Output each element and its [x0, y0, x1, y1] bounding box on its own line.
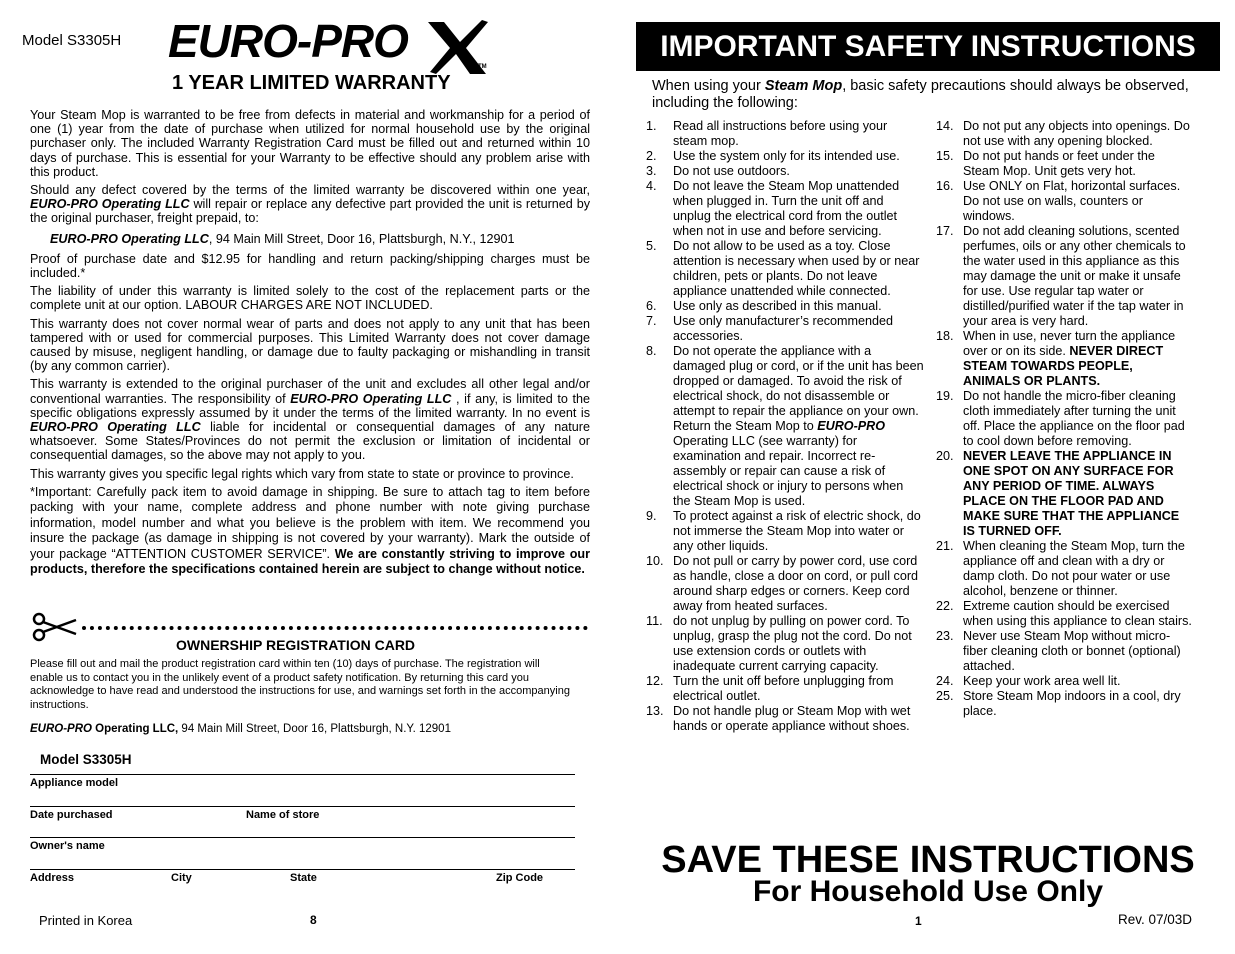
- safety-item-number: 17.: [936, 224, 954, 238]
- safety-item: [936, 689, 1192, 719]
- safety-list-col1: [646, 119, 924, 734]
- warranty-body: [30, 108, 590, 582]
- safety-item-number: 4.: [646, 179, 657, 193]
- safety-item-number: 9.: [646, 509, 657, 523]
- warranty-paragraph: This warranty does not cover normal wear of parts and does not apply to any unit that has been tampered with or used for commercial purposes. This Limited Warranty does not cover damage caused by misuse, negligent handling, or damage due to faulty packaging or mishandling in transit (by any common carrier).: [30, 316, 590, 374]
- save-instructions-title: SAVE THESE INSTRUCTIONS: [661, 839, 1195, 881]
- state-label: State: [290, 872, 317, 884]
- logo-text: EURO-PRO: [168, 15, 408, 67]
- safety-item-text: Do not handle plug or Steam Mop with wet hands or operate appliance without shoes.: [673, 704, 911, 733]
- cut-line: [82, 626, 588, 630]
- safety-item-text: Use ONLY on Flat, horizontal surfaces. Do not use on walls, counters or windows.: [963, 179, 1181, 223]
- safety-item: [646, 164, 924, 179]
- safety-item-text: Do not leave the Steam Mop unattended when plugged in. Turn the unit off and unplug the electrical cord from the outlet when not in use and before servicing.: [673, 179, 900, 238]
- owner-name-field[interactable]: [30, 837, 575, 838]
- safety-item: [936, 599, 1192, 629]
- safety-item-number: 23.: [936, 629, 954, 643]
- safety-item-text: Never use Steam Mop without micro-fiber cleaning cloth or bonnet (optional) attached.: [963, 629, 1181, 673]
- safety-item: [646, 119, 924, 149]
- safety-item-text: When cleaning the Steam Mop, turn the appliance off and clean with a dry or damp cloth. Do not pour water or use alcohol, benzene or thinner.: [963, 539, 1185, 598]
- safety-item: [646, 344, 924, 509]
- zip-code-label: Zip Code: [496, 872, 544, 884]
- safety-item-number: 10.: [646, 554, 664, 568]
- safety-item-number: 2.: [646, 149, 657, 163]
- safety-item-text: Extreme caution should be exercised when using this appliance to clean stairs.: [963, 599, 1192, 628]
- safety-item-text: Keep your work area well lit.: [963, 674, 1121, 688]
- safety-item: [936, 224, 1192, 329]
- date-purchased-label: Date purchased: [30, 809, 113, 821]
- safety-item-text: When in use, never turn the appliance over or on its side.: [963, 329, 1176, 358]
- printed-in: Printed in Korea: [39, 913, 133, 928]
- address-label: Address: [30, 872, 75, 884]
- city-label: City: [171, 872, 192, 884]
- registration-address: EURO-PRO Operating LLC, 94 Main Mill Street, Door 16, Plattsburgh, N.Y. 12901: [30, 723, 451, 735]
- safety-item: [936, 629, 1192, 674]
- safety-item-warning: NEVER LEAVE THE APPLIANCE IN ONE SPOT ON ANY SURFACE FOR ANY PERIOD OF TIME. ALWAYS PLACE ON THE FLOOR PAD AND MAKE SURE THAT THE APPLIANCE IS TURNED OFF.: [963, 449, 1180, 538]
- registration-title: OWNERSHIP REGISTRATION CARD: [176, 637, 416, 653]
- warranty-paragraph: Proof of purchase date and $12.95 for handling and return packing/shipping charges must be included.*: [30, 251, 590, 281]
- safety-item-text: Use the system only for its intended use.: [673, 149, 900, 163]
- safety-item-text: do not unplug by pulling on power cord. To unplug, grasp the plug not the cord. Do not use extension cords or outlets with inadequate current carrying capacity.: [673, 614, 912, 673]
- safety-item-number: 5.: [646, 239, 657, 253]
- warranty-paragraph: *Important: Carefully pack item to avoid damage in shipping. Be sure to attach tag to item before packing with your name, complete address and phone number with note giving purchase information, model number and what you believe is the problem with item. We recommend you insure the package (as damage in shipping is not covered by your warranty). Mark the outside of your package “ATTENTION CUSTOMER SERVICE”. We are constantly striving to improve our products, therefore the specifications contained herein are subject to change without notice.: [30, 484, 590, 577]
- safety-item-text: Do not put hands or feet under the Steam Mop. Unit gets very hot.: [963, 149, 1155, 178]
- safety-item-number: 11.: [646, 614, 663, 628]
- safety-item-number: 12.: [646, 674, 664, 688]
- safety-item: [936, 539, 1192, 599]
- warranty-paragraph: Should any defect covered by the terms of the limited warranty be discovered within one year, EURO-PRO Operating LLC will repair or replace any defective part provided the unit is returned by the original purchaser, freight prepaid, to:: [30, 183, 590, 226]
- safety-item-number: 18.: [936, 329, 954, 343]
- safety-item-number: 22.: [936, 599, 954, 613]
- safety-item-number: 25.: [936, 689, 954, 703]
- safety-item: [646, 614, 924, 674]
- appliance-model-label: Appliance model: [30, 777, 119, 789]
- form-model-value: Model S3305H: [40, 752, 132, 767]
- safety-list-col2: [936, 119, 1192, 719]
- safety-item-number: 24.: [936, 674, 954, 688]
- safety-item-emphasis: EURO-PRO: [817, 419, 886, 433]
- safety-item: [936, 389, 1192, 449]
- safety-banner: IMPORTANT SAFETY INSTRUCTIONS: [636, 22, 1220, 71]
- warranty-title: 1 YEAR LIMITED WARRANTY: [172, 72, 451, 94]
- safety-item-text: Do not handle the micro-fiber cleaning cloth immediately after turning the unit off. Place the appliance on the floor pad to cool down before removing.: [963, 389, 1185, 448]
- safety-item-warning: NEVER DIRECT STEAM TOWARDS PEOPLE, ANIMALS OR PLANTS.: [963, 344, 1164, 388]
- safety-item: [936, 179, 1192, 224]
- store-name-label: Name of store: [246, 809, 320, 821]
- safety-item: [936, 449, 1192, 539]
- safety-item-number: 1.: [646, 119, 657, 133]
- safety-item-text: To protect against a risk of electric shock, do not immerse the Steam Mop into water or any other liquids.: [673, 509, 921, 553]
- safety-item: [646, 704, 924, 734]
- safety-item: [646, 239, 924, 299]
- safety-item-text: Operating LLC (see warranty) for examination and repair. Incorrect re-assembly or repair can cause a risk of electrical shock or injury to persons when the Steam Mop is used.: [673, 434, 904, 508]
- safety-item: [936, 674, 1192, 689]
- safety-item-text: Read all instructions before using your steam mop.: [673, 119, 888, 148]
- safety-intro: When using your Steam Mop, basic safety precautions should always be observed, including the following:: [652, 78, 1189, 111]
- warranty-paragraph: Your Steam Mop is warranted to be free from defects in material and workmanship for a period of one (1) year from the date of purchase when utilized for normal household use by the original purchaser only. The included Warranty Registration Card must be filled out and returned within 10 days of purchase. This is essential for your Warranty to be effective should any problem arise with this product.: [30, 108, 590, 179]
- revision: Rev. 07/03D: [1118, 912, 1193, 927]
- safety-item: [646, 299, 924, 314]
- safety-item-number: 8.: [646, 344, 657, 358]
- safety-item-number: 14.: [936, 119, 954, 133]
- safety-item-text: Do not add cleaning solutions, scented perfumes, oils or any other chemicals to the water used in this appliance as this may damage the unit or make it unsafe for use. Use regular tap water or distilled/purified water if the tap water in your area is very hard.: [963, 224, 1186, 328]
- warranty-paragraph: This warranty is extended to the original purchaser of the unit and excludes all other legal and/or conventional warranties. The responsibility of EURO-PRO Operating LLC , if any, is limited to the specific obligations expressly assumed by it under the terms of the limited warranty. In no event is EURO-PRO Operating LLC liable for incidental or consequential damages of any nature whatsoever. Some States/Provinces do not permit the exclusion or limitation of incidental or consequential damages, so the above may not apply to you.: [30, 377, 591, 463]
- safety-item-text: Do not use outdoors.: [673, 164, 790, 178]
- appliance-model-field[interactable]: [30, 774, 575, 775]
- safety-item: [936, 149, 1192, 179]
- page-number-left: 8: [310, 913, 317, 927]
- page-number-right: 1: [915, 914, 922, 928]
- safety-item: [646, 509, 924, 554]
- safety-item-number: 7.: [646, 314, 657, 328]
- safety-item: [646, 314, 924, 344]
- safety-item-number: 13.: [646, 704, 664, 718]
- registration-instructions: Please fill out and mail the product registration card within ten (10) days of purchase. The registration will enable us to contact you in the unlikely event of a product safety notification. By returning this card you acknowledge to have read and understood the instructions for use, and warnings set forth in the accompanying instructions.: [30, 658, 570, 711]
- safety-item-number: 19.: [936, 389, 954, 403]
- logo-tm: TM: [478, 64, 487, 70]
- safety-item: [936, 329, 1192, 389]
- safety-item-text: Use only as described in this manual.: [673, 299, 882, 313]
- scissors-icon: [32, 612, 78, 647]
- safety-item: [936, 119, 1192, 149]
- return-address: EURO-PRO Operating LLC, 94 Main Mill Street, Door 16, Plattsburgh, N.Y., 12901: [50, 231, 515, 246]
- warranty-paragraph: The liability of under this warranty is limited solely to the cost of the replacement parts or the complete unit at our option. LABOUR CHARGES ARE NOT INCLUDED.: [30, 284, 590, 313]
- household-use-subtitle: For Household Use Only: [752, 875, 1104, 908]
- safety-item-text: Do not put any objects into openings. Do not use with any opening blocked.: [963, 119, 1190, 148]
- safety-item-text: Do not pull or carry by power cord, use cord as handle, close a door on cord, or pull cord around sharp edges or corners. Keep cord away from heated surfaces.: [673, 554, 919, 613]
- safety-item-number: 15.: [936, 149, 954, 163]
- safety-item-number: 21.: [936, 539, 954, 553]
- safety-item-text: Use only manufacturer’s recommended accessories.: [673, 314, 894, 343]
- address-field[interactable]: [30, 869, 575, 870]
- safety-item-text: Do not allow to be used as a toy. Close attention is necessary when used by or near children, pets or plants. Do not leave appliance unattended while connected.: [673, 239, 920, 298]
- safety-item-text: Store Steam Mop indoors in a cool, dry place.: [963, 689, 1181, 718]
- safety-item: [646, 149, 924, 164]
- owner-name-label: Owner's name: [30, 840, 105, 852]
- safety-item-number: 6.: [646, 299, 657, 313]
- warranty-paragraph: This warranty gives you specific legal rights which vary from state to state or province to province.: [30, 466, 574, 481]
- date-store-field[interactable]: [30, 806, 575, 807]
- safety-item-number: 20.: [936, 449, 954, 463]
- safety-item-text: Do not operate the appliance with a damaged plug or cord, or if the unit has been dropped or damaged. To avoid the risk of electrical shock, do not disassemble or attempt to repair the appliance on your own. Return the Steam Mop to: [673, 344, 924, 433]
- euro-pro-logo: [168, 14, 487, 74]
- model-label: Model S3305H: [22, 32, 122, 49]
- safety-item: [646, 554, 924, 614]
- safety-item-number: 3.: [646, 164, 657, 178]
- safety-item-number: 16.: [936, 179, 954, 193]
- safety-item: [646, 179, 924, 239]
- safety-item: [646, 674, 924, 704]
- safety-item-text: Turn the unit off before unplugging from electrical outlet.: [673, 674, 894, 703]
